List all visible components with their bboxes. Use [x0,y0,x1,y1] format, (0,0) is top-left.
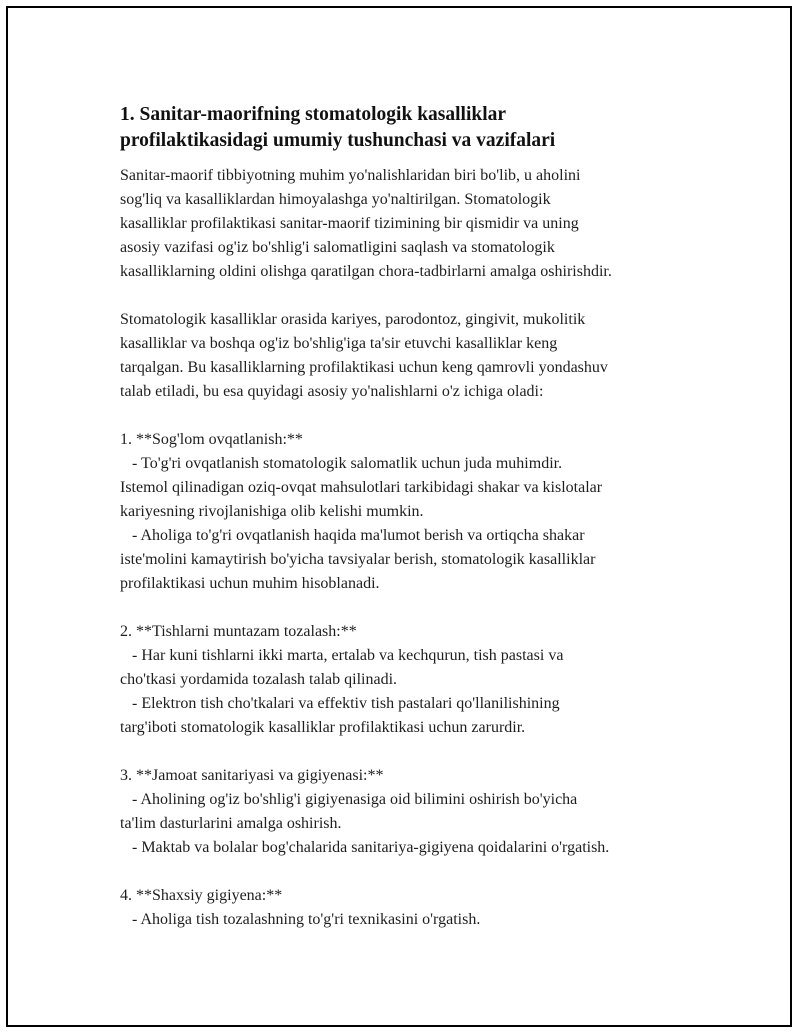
section-title [120,102,710,154]
page-frame [6,6,792,1027]
list-item-healthy-eating: 1. **Sog'lom ovqatlanish:** - To'g'ri ovqatlanish stomatologik salomatlik uchun juda muhimdir. Istemol qilinadigan oziq-ovqat mahsulotlari tarkibidagi shakar va kislotalar kariyesning rivojlanishiga olib kelishi mumkin. - Aholiga to'g'ri ovqatlanish haqida ma'lumot berish va ortiqcha shakar iste'molini kamaytirish bo'yicha tavsiyalar berish, stomatologik kasalliklar profilaktikasi uchun muhim hisoblanadi. [120,431,603,592]
paragraph-diseases: Stomatologik kasalliklar orasida kariyes, parodontoz, gingivit, mukolitik kasalliklar va boshqa og'iz bo'shlig'iga ta'sir etuvchi kasalliklar keng tarqalgan. Bu kasalliklarning profilaktikasi uchun keng qamrovli yondashuv talab etiladi, bu esa quyidagi asosiy yo'nalishlarni o'z ichiga oladi: [120,311,608,400]
section-title-line-2: profilaktikasidagi umumiy tushunchasi va vazifalari [120,130,556,151]
section-title-line-1: 1. Sanitar-maorifning stomatologik kasalliklar [120,104,507,125]
list-item-public-sanitation: 3. **Jamoat sanitariyasi va gigiyenasi:** - Aholining og'iz bo'shlig'i gigiyenasiga oid bilimini oshirish bo'yicha ta'lim dasturlarini amalga oshirish. - Maktab va bolalar bog'chalarida sanitariya-gigiyena qoidalarini o'rgatish. [120,767,610,856]
document-body [120,102,710,932]
list-item-personal-hygiene: 4. **Shaxsiy gigiyena:** - Aholiga tish tozalashning to'g'ri texnikasini o'rgatish. [120,887,481,928]
paragraph-intro: Sanitar-maorif tibbiyotning muhim yo'nalishlaridan biri bo'lib, u aholini sog'liq va kasalliklardan himoyalashga yo'naltirilgan. Stomatologik kasalliklar profilaktikasi sanitar-maorif tizimining bir qismidir va uning asosiy vazifasi og'iz bo'shlig'i salomatligini saqlash va stomatologik kasalliklarning oldini olishga qaratilgan chora-tadbirlarni amalga oshirishdir. [120,167,612,280]
list-item-teeth-cleaning: 2. **Tishlarni muntazam tozalash:** - Har kuni tishlarni ikki marta, ertalab va kechqurun, tish pastasi va cho'tkasi yordamida tozalash talab qilinadi. - Elektron tish cho'tkalari va effektiv tish pastalari qo'llanilishining targ'iboti stomatologik kasalliklar profilaktikasi uchun zarurdir. [120,623,564,736]
